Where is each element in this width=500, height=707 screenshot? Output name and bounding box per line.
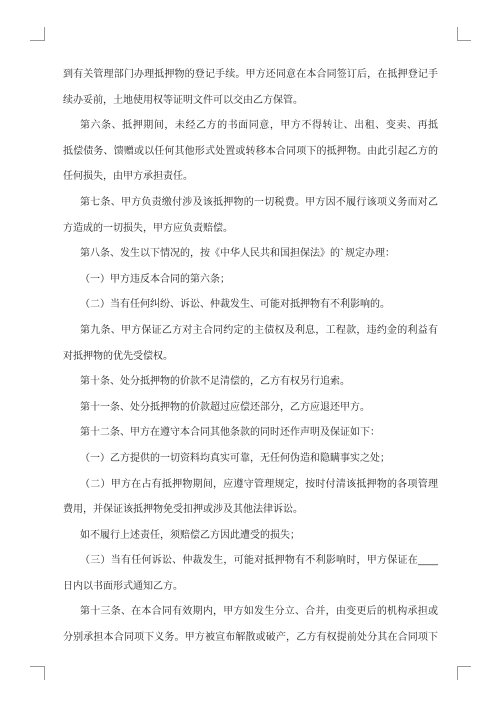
text-line: 方造成的一切损失，甲方应负责赔偿。 bbox=[63, 222, 233, 234]
text-line: 分别承担本合同项下义务。甲方被宣布解散或破产，乙方有权提前处分其在合同项下 bbox=[63, 632, 438, 644]
text-line: （三）当有任何诉讼、仲裁发生，可能对抵押物有不利影响时，甲方保证在____ bbox=[80, 555, 438, 567]
text-line: 如不履行上述责任，须赔偿乙方因此遭受的损失； bbox=[80, 529, 300, 541]
article-12-item-2 bbox=[63, 472, 438, 523]
text-line: 日内以书面形式通知乙方。 bbox=[63, 580, 183, 592]
text-line: 第十条、处分抵押物的价款不足清偿的，乙方有权另行追索。 bbox=[80, 376, 350, 388]
text-line: （一）甲方违反本合同的第六条； bbox=[80, 273, 230, 285]
article-12 bbox=[63, 420, 438, 446]
article-11 bbox=[63, 395, 438, 421]
text-line: 第六条、抵押期间，未经乙方的书面同意，甲方不得转让、出租、变卖、再抵 bbox=[80, 120, 438, 132]
text-line: 到有关管理部门办理抵押物的登记手续。甲方还同意在本合同签订后，在抵押登记手 bbox=[63, 69, 438, 80]
article-13 bbox=[63, 599, 438, 650]
document-body bbox=[63, 62, 438, 651]
article-9 bbox=[63, 318, 438, 369]
crop-mark-top-left bbox=[30, 27, 45, 41]
text-line: 续办妥前，土地使用权等证明文件可以交由乙方保管。 bbox=[63, 94, 303, 106]
text-line: 第十一条、处分抵押物的价款超过应偿还部分，乙方应退还甲方。 bbox=[80, 401, 370, 413]
crop-mark-top-right bbox=[457, 27, 471, 41]
article-8-item-2 bbox=[63, 292, 438, 318]
text-line: 抵偿债务、馈赠或以任何其他形式处置或转移本合同项下的抵押物。由此引起乙方的 bbox=[63, 145, 438, 157]
article-8 bbox=[63, 241, 438, 267]
text-line: 第九条、甲方保证乙方对主合同约定的主债权及利息，工程款，违约金的利益有 bbox=[80, 324, 438, 336]
text-line: 任何损失，由甲方承担责任。 bbox=[63, 171, 193, 183]
text-line: 第十三条、在本合同有效期内，甲方如发生分立、合并，由变更后的机构承担或 bbox=[80, 606, 438, 618]
text-line: 费用，并保证该抵押物免受扣押或涉及其他法律诉讼。 bbox=[63, 504, 303, 516]
article-7 bbox=[63, 190, 438, 241]
crop-mark-bottom-left bbox=[30, 666, 45, 680]
text-line: 第十二条、甲方在遵守本合同其他条款的同时还作声明及保证如下： bbox=[80, 427, 380, 439]
text-line: （一）乙方提供的一切资料均真实可靠，无任何伪造和隐瞒事实之处； bbox=[80, 452, 390, 464]
text-line: （二）甲方在占有抵押物期间，应遵守管理规定，按时付清该抵押物的各项管理 bbox=[80, 478, 438, 490]
article-10 bbox=[63, 369, 438, 395]
text-line: 第七条、甲方负责缴付涉及该抵押物的一切税费。甲方因不履行该项义务而对乙 bbox=[80, 196, 438, 208]
article-12-liability-note bbox=[63, 523, 438, 549]
paragraph-continued bbox=[63, 62, 438, 113]
text-line: 对抵押物的优先受偿权。 bbox=[63, 350, 173, 362]
article-12-item-1 bbox=[63, 446, 438, 472]
text-line: （二）当有任何纠纷、诉讼、仲裁发生、可能对抵押物有不利影响的。 bbox=[80, 299, 390, 311]
text-line: 第八条、发生以下情况的，按《中华人民共和国担保法》的`规定办理： bbox=[80, 248, 395, 260]
article-6 bbox=[63, 113, 438, 190]
article-12-item-3 bbox=[63, 548, 438, 599]
crop-mark-bottom-right bbox=[457, 666, 471, 680]
article-8-item-1 bbox=[63, 267, 438, 293]
